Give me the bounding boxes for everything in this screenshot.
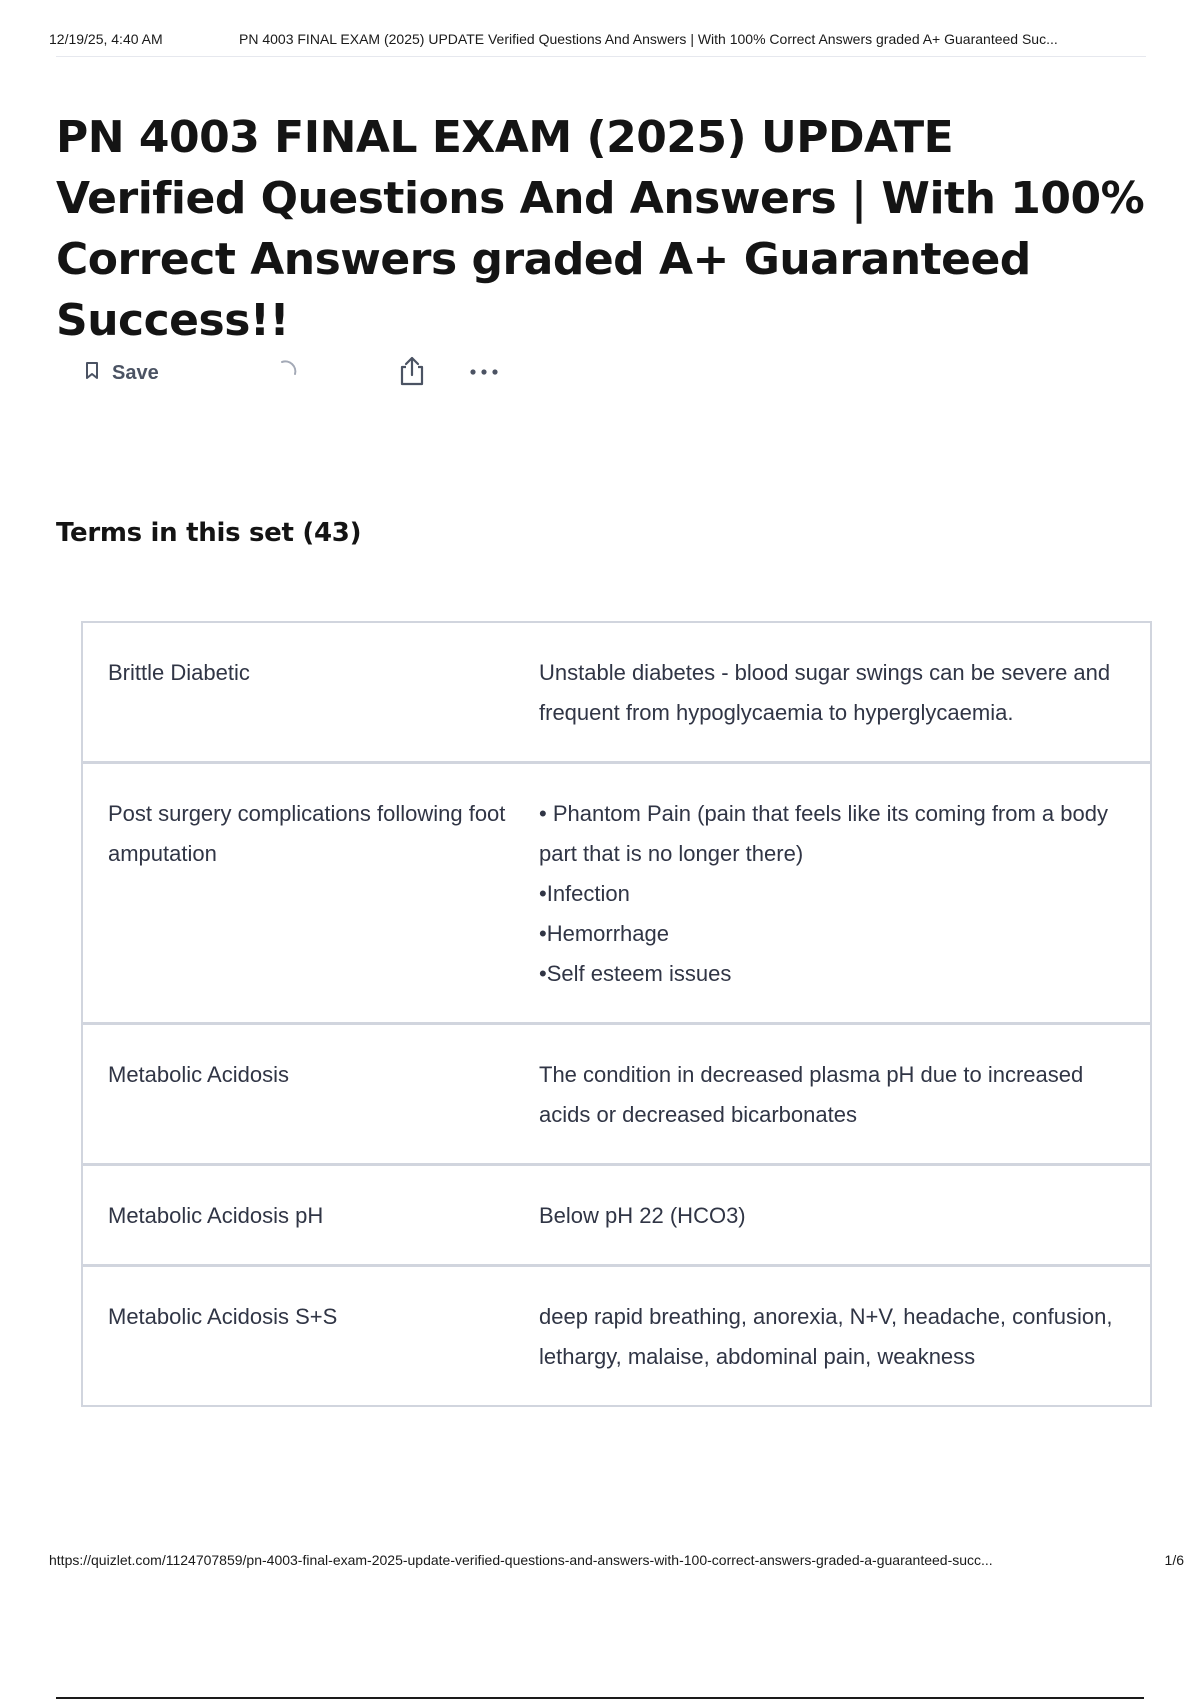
bookmark-icon (84, 361, 100, 386)
term-definition (539, 1267, 1150, 1405)
more-icon (468, 364, 500, 382)
term-row (83, 1166, 1150, 1267)
print-page-title: PN 4003 FINAL EXAM (2025) UPDATE Verified Questions And Answers | With 100% Correct Answers graded A+ Guaranteed Suc... (239, 31, 1058, 47)
save-button[interactable] (84, 355, 159, 391)
set-actions-toolbar (84, 355, 524, 391)
definition-line: Unstable diabetes - blood sugar swings can be severe and frequent from hypoglycaemia to hyperglycaemia. (539, 660, 1111, 725)
terms-heading: Terms in this set (43) (56, 518, 362, 548)
share-icon (397, 355, 427, 392)
term-definition (539, 1166, 1150, 1264)
header-divider (56, 56, 1146, 57)
page-number: 1/6 (1164, 1552, 1184, 1568)
term-word: Metabolic Acidosis (108, 1062, 289, 1087)
definition-line: The condition in decreased plasma pH due to increased acids or decreased bicarbonates (539, 1062, 1084, 1127)
print-footer (49, 1552, 1184, 1568)
term-row (83, 1025, 1150, 1166)
loading-indicator (274, 355, 300, 391)
term-row (83, 764, 1150, 1025)
share-button[interactable] (397, 355, 427, 391)
spinner-icon (274, 358, 300, 389)
term-word: Post surgery complications following foot amputation (108, 801, 506, 866)
definition-line: •Hemorrhage (539, 921, 669, 946)
term-word: Metabolic Acidosis pH (108, 1203, 324, 1228)
definition-line: Below pH 22 (HCO3) (539, 1203, 746, 1228)
term-definition (539, 1025, 1150, 1163)
more-options-button[interactable] (468, 355, 500, 391)
print-header (49, 31, 1184, 47)
definition-line: deep rapid breathing, anorexia, N+V, headache, confusion, lethargy, malaise, abdominal pain, weakness (539, 1304, 1113, 1369)
terms-table (81, 621, 1152, 1407)
term-word: Metabolic Acidosis S+S (108, 1304, 338, 1329)
save-label: Save (112, 361, 159, 384)
term-word: Brittle Diabetic (108, 660, 250, 685)
term-definition (539, 764, 1150, 1022)
print-date: 12/19/25, 4:40 AM (49, 31, 163, 47)
term-definition (539, 623, 1150, 761)
definition-line: •Self esteem issues (539, 961, 732, 986)
print-url: https://quizlet.com/1124707859/pn-4003-final-exam-2025-update-verified-questions-and-answers-with-100-correct-answers-graded-a-guaranteed-succ... (49, 1552, 993, 1568)
footer-divider (56, 1697, 1144, 1699)
term-row (83, 1267, 1150, 1405)
definition-line: •Infection (539, 881, 630, 906)
definition-line: • Phantom Pain (pain that feels like its coming from a body part that is no longer there) (539, 801, 1108, 866)
term-row (83, 623, 1150, 764)
page-title: PN 4003 FINAL EXAM (2025) UPDATE Verified Questions And Answers | With 100% Correct Answers graded A+ Guaranteed Success!! (56, 112, 1145, 346)
